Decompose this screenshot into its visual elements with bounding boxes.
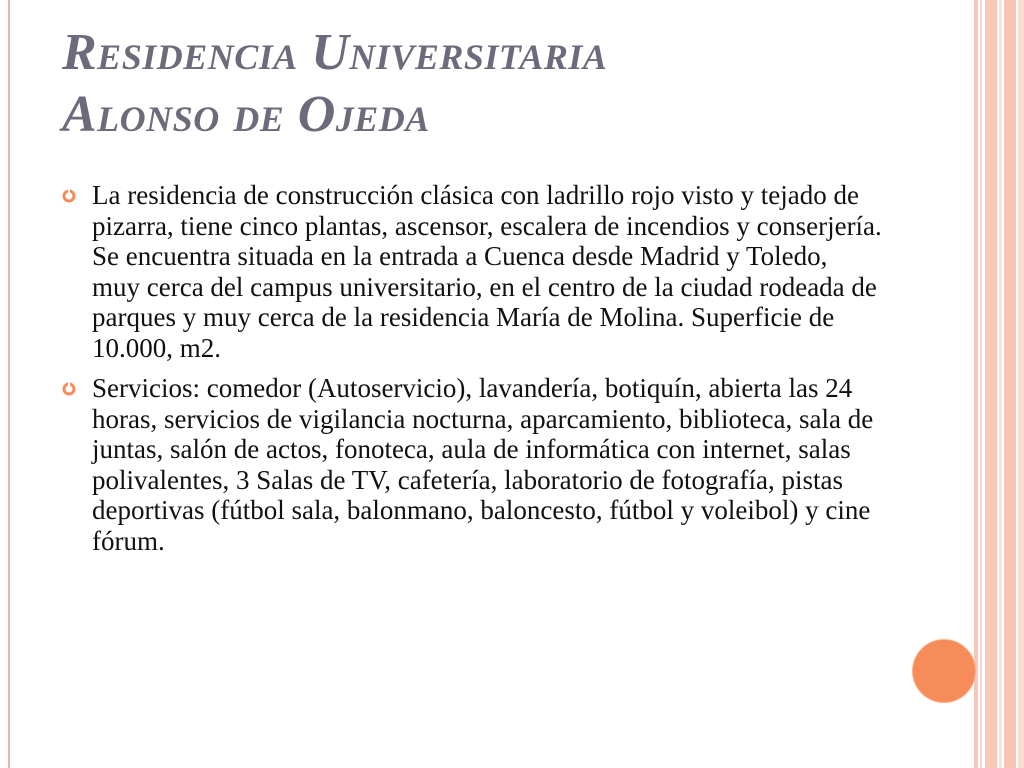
- bullet-text: La residencia de construcción clásica con ladrillo rojo visto y tejado de pizarra, tiene cinco plantas, ascensor, escalera de incendios y conserjería. Se encuentra situada en la entrada a Cuenca desde Madrid y Toledo, muy cerca del campus universitario, en el centro de la ciudad rodeada de parques y muy cerca de la residencia María de Molina. Superficie de 10.000, m2.: [92, 180, 882, 363]
- bullet-item-description: [62, 180, 882, 363]
- bullet-item-services: [62, 373, 882, 556]
- stripe: [1018, 0, 1024, 768]
- stripe: [980, 0, 982, 768]
- left-border-line: [8, 0, 10, 768]
- stripe: [985, 0, 997, 768]
- stripe: [1004, 0, 1016, 768]
- decorative-circle: [913, 640, 975, 702]
- decorative-stripes: [974, 0, 1024, 768]
- title-line-1: Residencia Universitaria: [62, 24, 608, 81]
- slide-title: [62, 22, 942, 146]
- stripe: [974, 0, 978, 768]
- bullet-ring-icon: [62, 189, 76, 203]
- bullet-text: Servicios: comedor (Autoservicio), lavandería, botiquín, abierta las 24 horas, servicios de vigilancia nocturna, aparcamiento, biblioteca, sala de juntas, salón de actos, fonoteca, aula de informática con internet, salas polivalentes, 3 Salas de TV, cafetería, laboratorio de fotografía, pistas deportivas (fútbol sala, balonmano, baloncesto, fútbol y voleibol) y cine fórum.: [92, 373, 874, 556]
- bullet-list: [62, 180, 882, 566]
- title-line-2: Alonso de Ojeda: [62, 86, 430, 143]
- bullet-ring-icon: [62, 382, 76, 396]
- stripe: [999, 0, 1002, 768]
